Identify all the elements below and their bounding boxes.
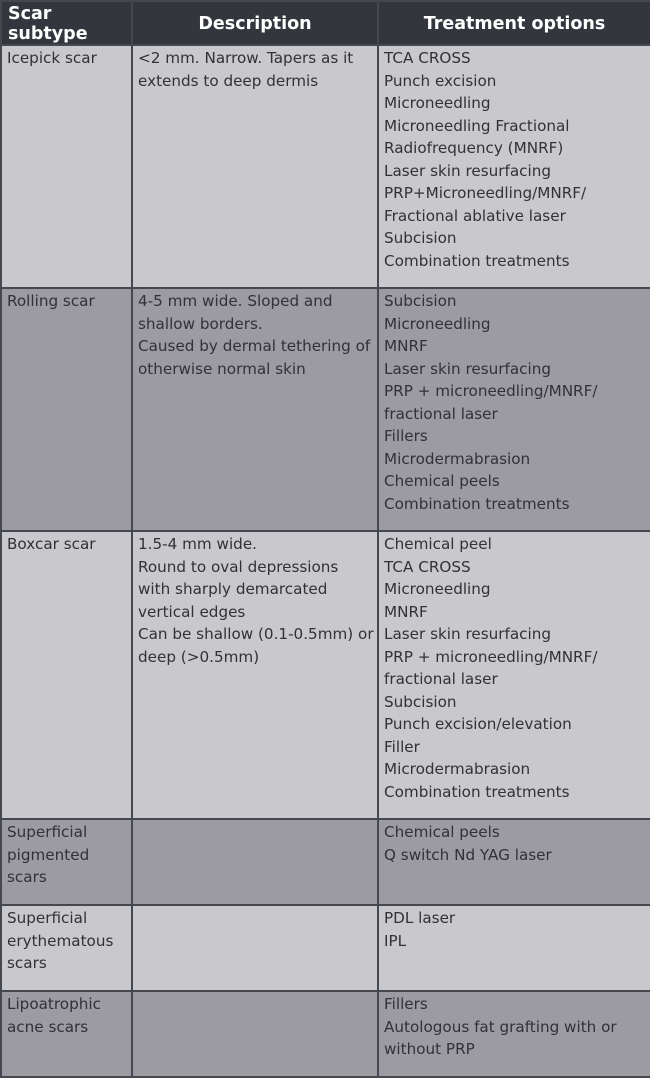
description-line: 1.5-4 mm wide.: [138, 535, 257, 553]
superficial-erythematous-row: [1, 905, 650, 991]
subtype-line: Lipoatrophic: [7, 995, 101, 1013]
treatment-line: Microneedling: [384, 94, 491, 112]
cell-description: [132, 819, 378, 905]
subtype-line: Rolling scar: [7, 292, 95, 310]
description-line: vertical edges: [138, 602, 246, 621]
cell-subtype: [1, 45, 132, 288]
treatment-line: Combination treatments: [384, 251, 570, 270]
treatment-line: PRP+Microneedling/MNRF/: [384, 184, 587, 202]
subtype-line: scars: [7, 954, 47, 972]
treatment-line: MNRF: [384, 602, 428, 621]
treatment-line: TCA CROSS: [384, 49, 471, 67]
treatment-line: Laser skin resurfacing: [384, 359, 552, 378]
description-line: deep (>0.5mm): [138, 647, 260, 666]
cell-subtype: [1, 991, 132, 1077]
lipoatrophic-row: [1, 991, 650, 1077]
header-treatment-options: Treatment options: [378, 1, 650, 45]
treatment-line: Fillers: [384, 995, 428, 1013]
treatment-line: Microdermabrasion: [384, 760, 531, 778]
treatment-line: fractional laser: [384, 404, 498, 423]
boxcar-scar-row: [1, 531, 650, 819]
cell-description: [132, 531, 378, 819]
cell-subtype: [1, 531, 132, 819]
cell-description: [132, 288, 378, 531]
header-row: [1, 1, 650, 45]
subtype-line: Superficial: [7, 823, 88, 841]
treatment-line: Punch excision/elevation: [384, 715, 572, 733]
treatment-line: PRP + microneedling/MNRF/: [384, 382, 598, 400]
description-line: otherwise normal skin: [138, 359, 306, 378]
treatment-line: Q switch Nd YAG laser: [384, 845, 552, 864]
cell-description: [132, 45, 378, 288]
treatment-line: Subcision: [384, 692, 457, 711]
cell-description: [132, 991, 378, 1077]
cell-treatment: [378, 819, 650, 905]
treatment-line: fractional laser: [384, 670, 498, 688]
treatment-line: Laser skin resurfacing: [384, 161, 552, 180]
cell-treatment: [378, 288, 650, 531]
treatment-line: Microneedling: [384, 314, 491, 333]
treatment-line: Punch excision: [384, 71, 497, 90]
cell-description: [132, 905, 378, 991]
subtype-line: Boxcar scar: [7, 535, 96, 553]
treatment-line: Chemical peels: [384, 472, 500, 490]
treatment-line: Chemical peels: [384, 823, 500, 841]
treatment-line: Fractional ablative laser: [384, 206, 566, 225]
description-line: shallow borders.: [138, 314, 263, 333]
header-scar-subtype: Scar subtype: [1, 1, 132, 45]
treatment-line: Chemical peel: [384, 535, 492, 553]
treatment-line: Fillers: [384, 427, 428, 445]
subtype-line: acne scars: [7, 1017, 89, 1036]
description-line: <2 mm. Narrow. Tapers as it: [138, 49, 354, 67]
treatment-line: Microneedling Fractional: [384, 116, 570, 135]
icepick-scar-row: [1, 45, 650, 288]
cell-treatment: [378, 45, 650, 288]
cell-subtype: [1, 905, 132, 991]
treatment-line: Subcision: [384, 292, 457, 310]
treatment-line: Filler: [384, 737, 420, 756]
cell-subtype: [1, 819, 132, 905]
description-line: Caused by dermal tethering of: [138, 337, 371, 355]
subtype-line: pigmented: [7, 845, 90, 864]
treatment-line: Microdermabrasion: [384, 449, 531, 468]
description-line: 4-5 mm wide. Sloped and: [138, 292, 333, 310]
cell-subtype: [1, 288, 132, 531]
subtype-line: Icepick scar: [7, 49, 97, 67]
treatment-line: Subcision: [384, 229, 457, 247]
treatment-line: Laser skin resurfacing: [384, 625, 552, 643]
description-line: extends to deep dermis: [138, 71, 319, 90]
rolling-scar-row: [1, 288, 650, 531]
treatment-line: MNRF: [384, 337, 428, 355]
treatment-line: PRP + microneedling/MNRF/: [384, 647, 598, 666]
subtype-line: scars: [7, 868, 47, 886]
superficial-pigmented-row: [1, 819, 650, 905]
treatment-line: Radiofrequency (MNRF): [384, 139, 564, 157]
treatment-line: Microneedling: [384, 580, 491, 598]
treatment-line: Combination treatments: [384, 494, 570, 513]
treatment-line: TCA CROSS: [384, 557, 471, 576]
treatment-line: Combination treatments: [384, 782, 570, 801]
treatment-line: Autologous fat grafting with or: [384, 1017, 617, 1036]
subtype-line: Superficial: [7, 909, 88, 927]
cell-treatment: [378, 905, 650, 991]
description-line: Can be shallow (0.1-0.5mm) or: [138, 625, 374, 643]
treatment-line: without PRP: [384, 1040, 475, 1058]
cell-treatment: [378, 531, 650, 819]
treatment-line: PDL laser: [384, 909, 456, 927]
header-description: Description: [132, 1, 378, 45]
description-line: Round to oval depressions: [138, 557, 339, 576]
cell-treatment: [378, 991, 650, 1077]
subtype-line: erythematous: [7, 931, 114, 950]
description-line: with sharply demarcated: [138, 580, 328, 598]
treatment-line: IPL: [384, 931, 407, 950]
